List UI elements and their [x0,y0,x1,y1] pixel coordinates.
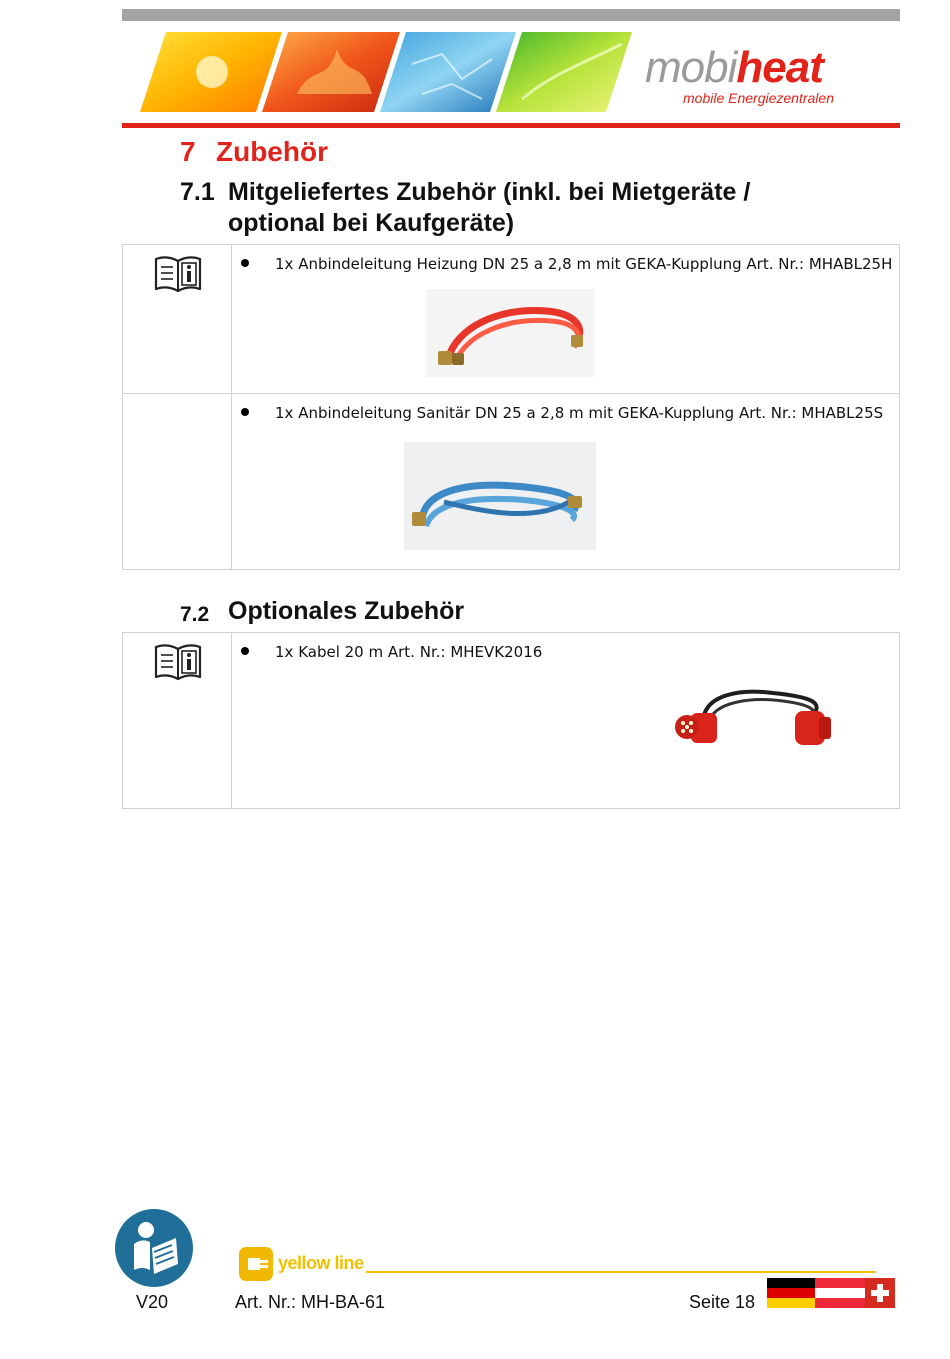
header-red-rule [122,123,900,128]
yellow-line-plug-icon [238,1246,274,1282]
country-flags [767,1278,895,1308]
footer-article-number: Art. Nr.: MH-BA-61 [235,1292,386,1312]
list-item-text: 1x Anbindeleitung Sanitär DN 25 a 2,8 m mit GEKA-Kupplung Art. Nr.: MHABL25S [275,404,884,422]
yellow-line-rule [366,1271,876,1273]
footer-page-number: Seite 18 [689,1292,756,1312]
section-heading [180,136,328,168]
yellow-line-label: yellow line [278,1253,364,1273]
list-item-text: 1x Anbindeleitung Heizung DN 25 a 2,8 m mit GEKA-Kupplung Art. Nr.: MHABL25H [275,255,893,273]
cee-cable-image [673,683,839,755]
subsection-number: 7.1 [180,178,215,206]
info-book-icon [153,641,203,681]
icon-cell [123,245,232,393]
included-accessories-table [122,244,900,570]
logo-tagline: mobile Energiezentralen [683,90,834,106]
subsection-title-line1: Mitgeliefertes Zubehör (inkl. bei Mietgeräte / [228,178,751,206]
subsection-title-line2: optional bei Kaufgeräte) [228,209,515,237]
header-top-bar [122,9,900,21]
switzerland-flag-icon [865,1278,895,1308]
blue-hose-image [404,442,596,550]
brand-logo [645,44,823,92]
red-hose-image [426,289,594,377]
logo-mobi: mobi [645,43,737,92]
germany-flag-icon [767,1278,815,1308]
subsection-number: 7.2 [180,603,210,626]
footer-version: V20 [136,1292,169,1312]
icon-cell [123,394,232,570]
list-item-text: 1x Kabel 20 m Art. Nr.: MHEVK2016 [275,643,543,661]
subsection-title: Optionales Zubehör [228,597,465,625]
table-row [123,633,899,808]
bullet [241,408,249,416]
bullet [241,647,249,655]
icon-cell [123,633,232,808]
section-title: Zubehör [216,136,328,167]
table-row [123,245,899,393]
austria-flag-icon [815,1278,865,1308]
table-row [123,393,899,570]
bullet [241,259,249,267]
optional-accessories-table [122,632,900,809]
section-number: 7 [180,136,196,167]
info-book-icon [153,253,203,293]
read-manual-icon [114,1208,194,1288]
logo-heat: heat [736,43,823,92]
